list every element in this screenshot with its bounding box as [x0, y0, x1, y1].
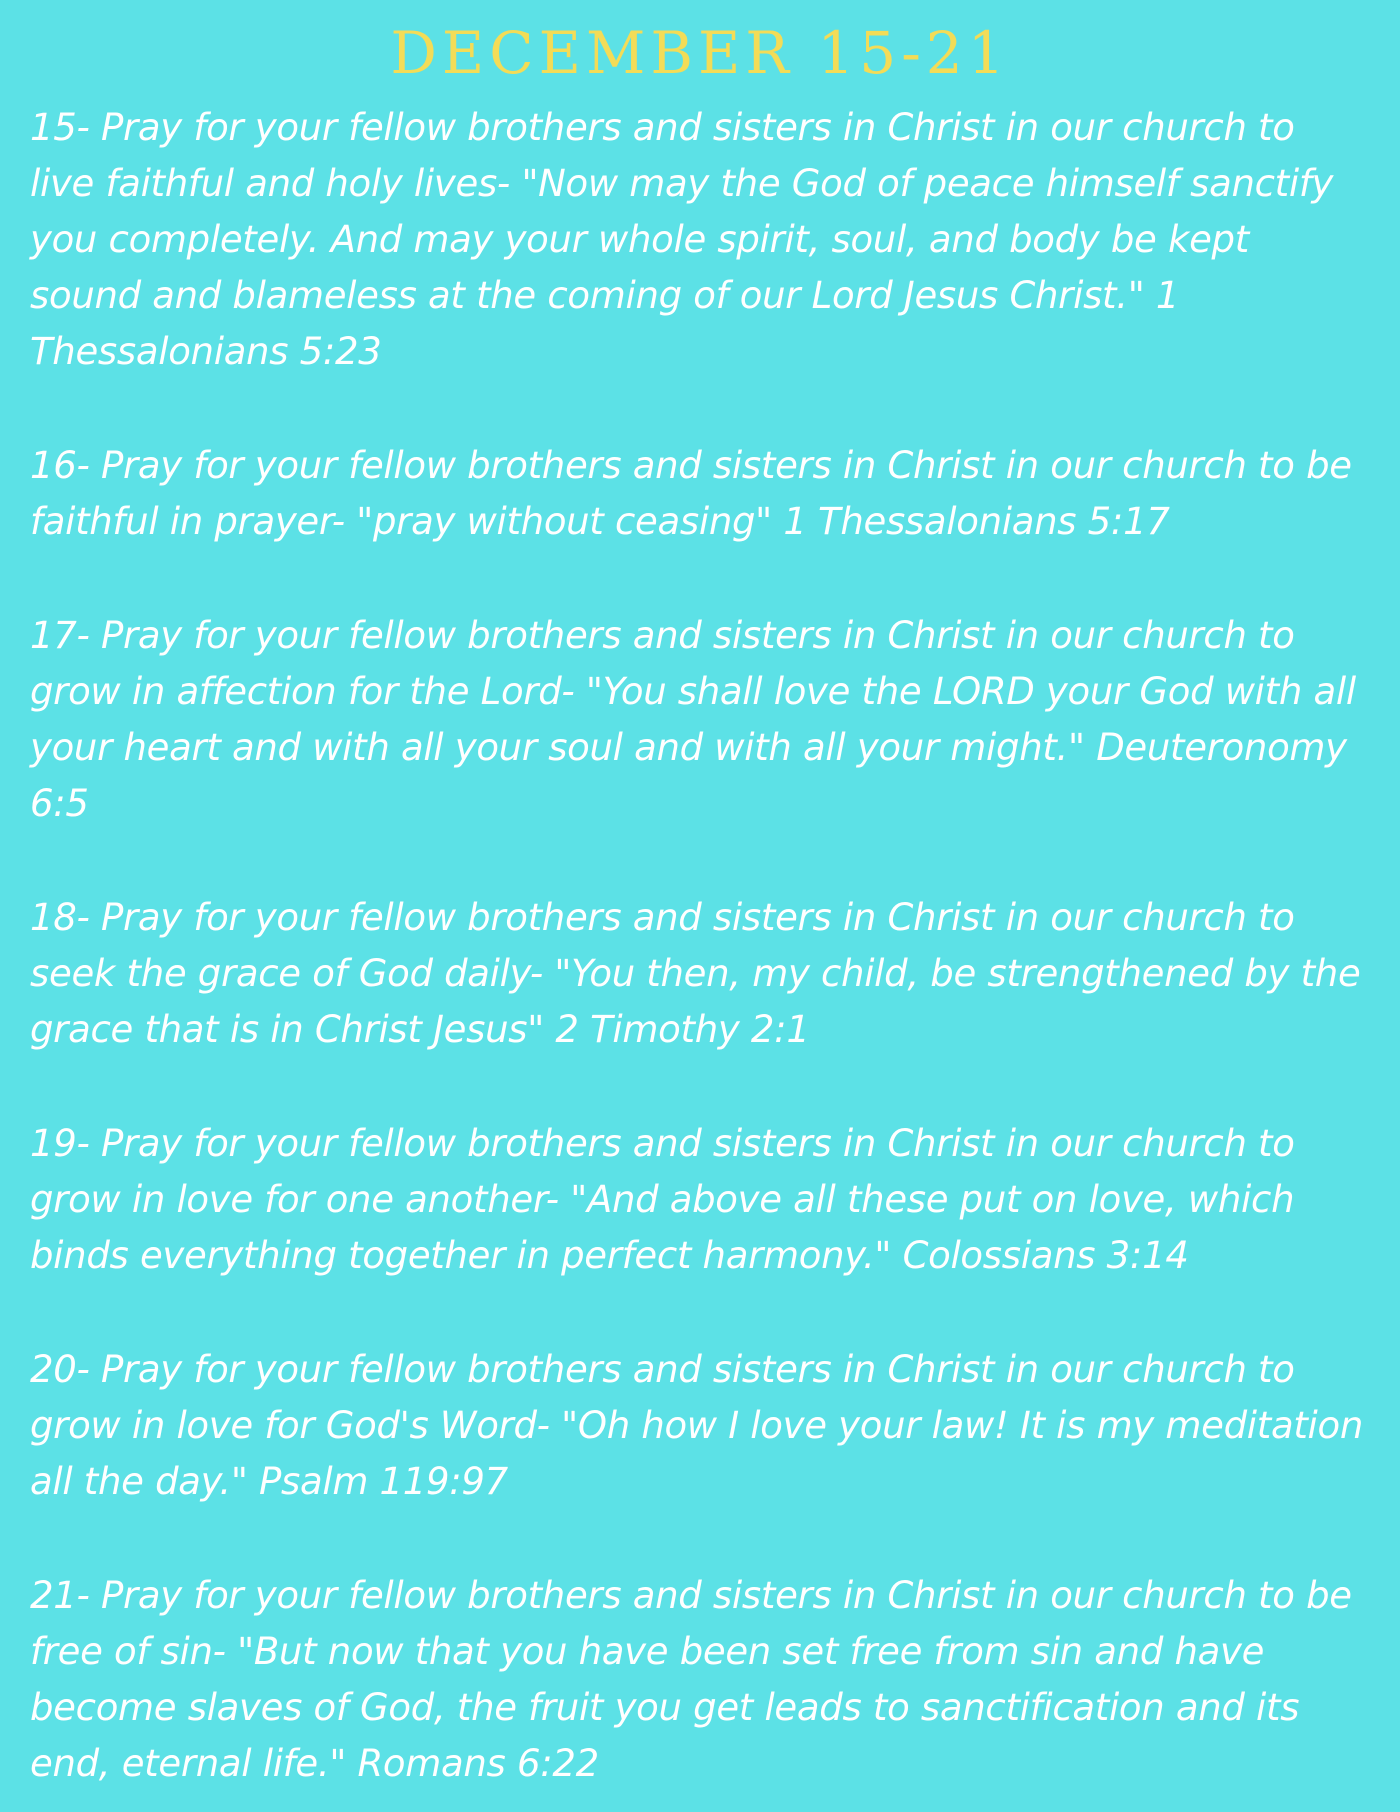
prayer-entry-19: 19- Pray for your fellow brothers and sisters in Christ in our church to grow in love for one another- "And above all these put on love, which binds everything together in perfect harmony." Colossians 3:14	[30, 1122, 1295, 1277]
prayer-entry-18: 18- Pray for your fellow brothers and sisters in Christ in our church to seek the grace of God daily- "You then, my child, be strengthened by the grace that is in Christ Jesus" 2 Timothy 2:1	[30, 896, 1361, 1051]
prayer-entry-20: 20- Pray for your fellow brothers and sisters in Christ in our church to grow in love for God's Word- "Oh how I love your law! It is my meditation all the day." Psalm 119:97	[30, 1348, 1364, 1503]
prayer-entry-15: 15- Pray for your fellow brothers and sisters in Christ in our church to live faithful and holy lives- "Now may the God of peace himself sanctify you completely. And may your whole spirit, soul, and body be kept sound and blameless at the coming of our Lord Jesus Christ." 1 Thessalonians 5:23	[30, 106, 1334, 373]
prayer-list	[30, 100, 1370, 1792]
prayer-entry-21: 21- Pray for your fellow brothers and sisters in Christ in our church to be free of sin- "But now that you have been set free from sin and have become slaves of God, the fruit you get leads to sanctification and its end, eternal life." Romans 6:22	[30, 1574, 1352, 1785]
prayer-entry-17: 17- Pray for your fellow brothers and sisters in Christ in our church to grow in affection for the Lord- "You shall love the LORD your God with all your heart and with all your soul and with all your might." Deuteronomy 6:5	[30, 614, 1356, 825]
page-title: DECEMBER 15-21	[390, 19, 1010, 87]
prayer-entry-16: 16- Pray for your fellow brothers and sisters in Christ in our church to be faithful in prayer- "pray without ceasing" 1 Thessalonians 5:17	[30, 444, 1352, 543]
